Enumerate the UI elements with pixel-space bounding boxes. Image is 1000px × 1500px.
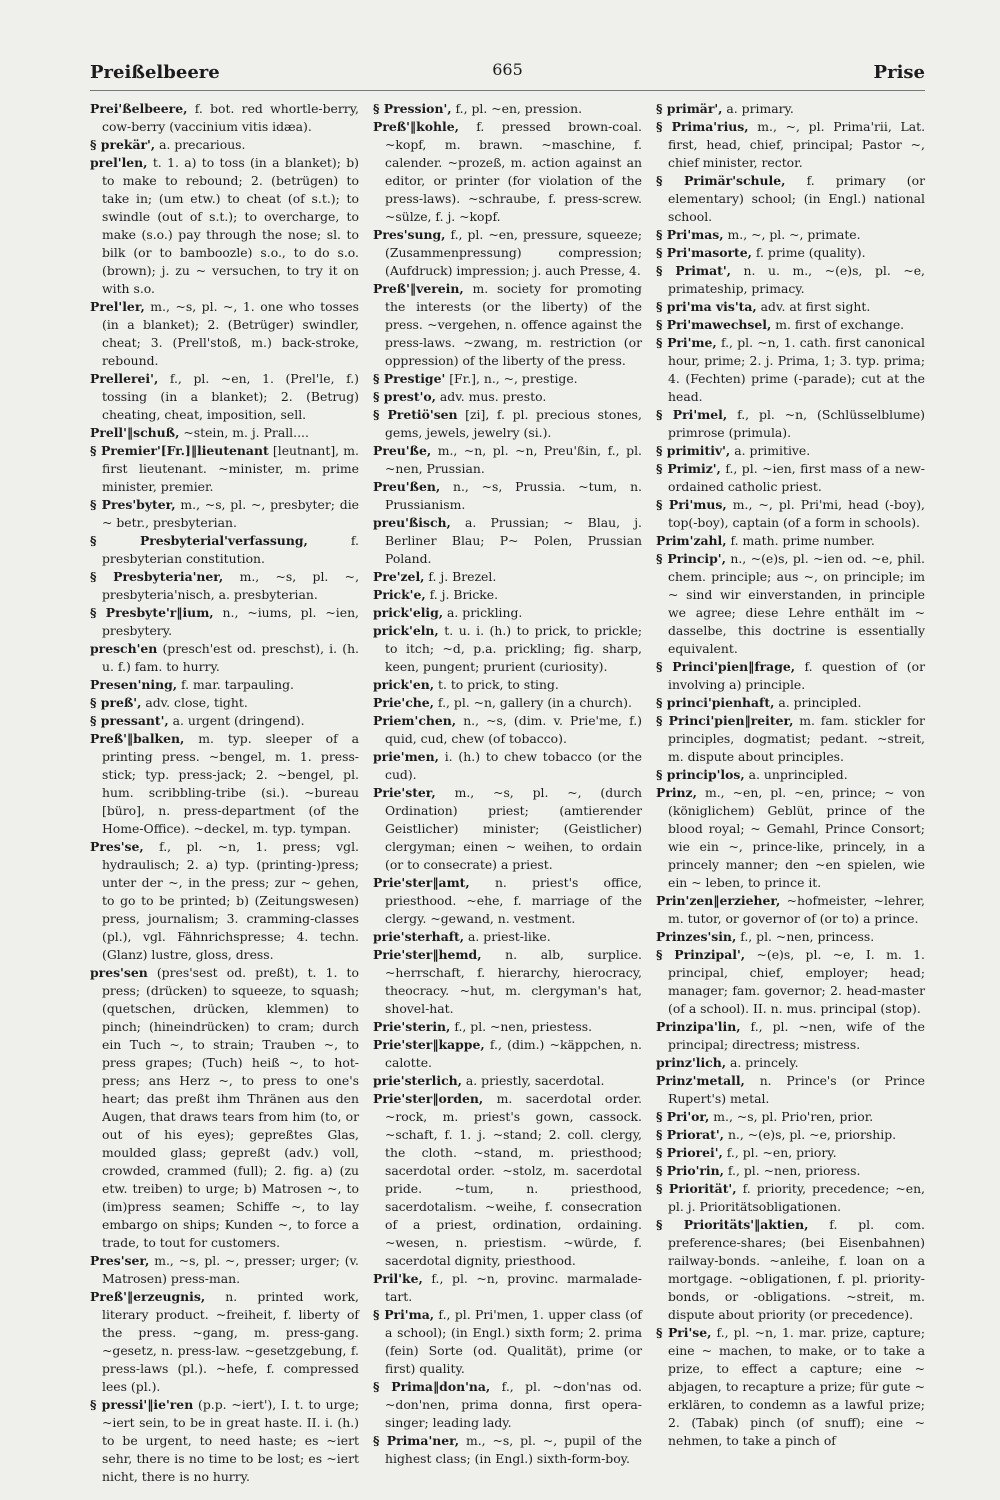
entry-headword: Prie'sterin, xyxy=(373,1019,451,1034)
entry-definition: m., ~s, pl. ~, (durch Ordination) priest; (amtierender Geistlicher) minister; (Geistlicher) clergyman; einen ~ weihen, to ordain (or to consecrate) a priest. xyxy=(385,785,642,872)
entry-definition: f., pl. ~nen, princess. xyxy=(736,929,875,944)
entry-headword: § Pri'se, xyxy=(656,1325,712,1340)
entry-definition: a. urgent (dringend). xyxy=(168,713,305,728)
entry-definition: f. question of (or involving a) principle. xyxy=(668,659,926,692)
entry-definition: f., pl. ~nen, wife of the principal; directress; mistress. xyxy=(668,1019,925,1052)
dictionary-entry xyxy=(373,748,642,784)
entry-definition: f. j. Bricke. xyxy=(425,587,499,602)
dictionary-entry xyxy=(373,226,642,280)
header-rule xyxy=(90,90,925,91)
entry-headword: § Pri'or, xyxy=(656,1109,710,1124)
entry-definition: m. first of exchange. xyxy=(771,317,905,332)
dictionary-entry xyxy=(90,838,359,964)
dictionary-entry xyxy=(373,1432,642,1468)
entry-headword: § Priorat', xyxy=(656,1127,724,1142)
entry-definition: f. pl. com. preference-shares; (bei Eisenbahnen) railway-bonds. ~anleihe, f. loan on a mortgage. ~obligationen, f. pl. priority-bonds, or -obligations. ~streit, m. dispute about priority (or precedence). xyxy=(668,1217,925,1322)
entry-definition: a. Prussian; ~ Blau, j. Berliner Blau; P~ Polen, Prussian Poland. xyxy=(385,515,642,566)
entry-definition: m. society for promoting the interests (or the liberty) of the press. ~vergehen, n. offence against the press-laws. ~zwang, m. restriction (or oppression) of the liberty of the press. xyxy=(385,281,642,368)
dictionary-entry xyxy=(90,370,359,424)
entry-headword: § Princip', xyxy=(656,551,726,566)
entry-headword: § Prinzipal', xyxy=(656,947,746,962)
dictionary-entry xyxy=(373,1018,642,1036)
column-left xyxy=(90,100,360,1484)
entry-definition: a. priest-like. xyxy=(464,929,551,944)
dictionary-entry xyxy=(90,568,359,604)
entry-definition: a. princely. xyxy=(726,1055,799,1070)
entry-headword: § pressi'‖ie'ren xyxy=(90,1397,194,1412)
dictionary-entry xyxy=(656,118,925,172)
dictionary-entry xyxy=(373,946,642,1018)
dictionary-entry xyxy=(656,1018,925,1054)
entry-definition: f., (dim.) ~käppchen, n. calotte. xyxy=(385,1037,642,1070)
dictionary-entry xyxy=(656,928,925,946)
dictionary-entry xyxy=(373,478,642,514)
entry-headword: § Pri'me, xyxy=(656,335,717,350)
entry-headword: § Premier'[Fr.]‖lieutenant xyxy=(90,443,269,458)
dictionary-entry xyxy=(656,1216,925,1324)
dictionary-entry xyxy=(90,442,359,496)
entry-headword: § Primat', xyxy=(656,263,731,278)
entry-headword: § Priorität', xyxy=(656,1181,737,1196)
entry-headword: prick'eln, xyxy=(373,623,439,638)
dictionary-entry xyxy=(373,586,642,604)
dictionary-entry xyxy=(656,460,925,496)
entry-headword: § Priorei', xyxy=(656,1145,723,1160)
entry-definition: ~(e)s, pl. ~e, I. m. 1. principal, chief, employer; head; manager; fam. governor; 2. head-master (of a school). II. n. mus. principal (stop). xyxy=(668,947,925,1016)
dictionary-entry xyxy=(90,100,359,136)
dictionary-entry xyxy=(656,298,925,316)
entry-headword: § Pri'ma, xyxy=(373,1307,435,1322)
entry-headword: § Pression', xyxy=(373,101,452,116)
entry-definition: f., pl. ~ien, first mass of a new-ordained catholic priest. xyxy=(668,461,925,494)
entry-headword: Preß'‖erzeugnis, xyxy=(90,1289,206,1304)
entry-headword: prel'len, xyxy=(90,155,148,170)
entry-definition: [zi], f. pl. precious stones, gems, jewels, jewelry (si.). xyxy=(385,407,642,440)
dictionary-entry xyxy=(90,1252,359,1288)
dictionary-entry xyxy=(373,622,642,676)
dictionary-entry xyxy=(373,712,642,748)
entry-definition: f., pl. ~en, pression. xyxy=(451,101,583,116)
entry-headword: § primär', xyxy=(656,101,723,116)
dictionary-entry xyxy=(90,712,359,730)
entry-definition: n. u. m., ~(e)s, pl. ~e, primateship, primacy. xyxy=(668,263,925,296)
entry-headword: § Pretiö'sen xyxy=(373,407,458,422)
dictionary-entry xyxy=(373,928,642,946)
entry-definition: m., ~en, pl. ~en, prince; ~ von (königlichem) Geblüt, prince of the blood royal; ~ Gemahl, Prince Consort; wie ein ~, prince-like, princely, in a princely manner; den ~en spielen, wie ein ~ leben, to prince it. xyxy=(668,785,925,890)
entry-headword: prie'sterlich, xyxy=(373,1073,462,1088)
entry-headword: § Pri'mas, xyxy=(656,227,724,242)
entry-definition: n., ~(e)s, pl. ~e, priorship. xyxy=(724,1127,897,1142)
entry-definition: n., ~s, (dim. v. Prie'me, f.) quid, cud, chew (of tobacco). xyxy=(385,713,642,746)
entry-definition: m., ~n, pl. ~n, Preu'ßin, f., pl. ~nen, Prussian. xyxy=(385,443,642,476)
entry-definition: f. bot. red whortle-berry, cow-berry (vaccinium vitis idæa). xyxy=(102,101,359,134)
entry-definition: (pres'sest od. preßt), t. 1. to press; (drücken) to squeeze, to squash; (quetschen, drücken, klemmen) to pinch; (hineindrücken) to cram; durch ein Tuch ~, to strain; Trauben ~, to press grapes; (Tuch) heiß ~, to hot-press; ans Herz ~, to press to one's heart; das preßt ihm Thränen aus den Augen, that draws tears from him (to, or out of his eyes); gepreßtes Glas, moulded glass; gepreßt (adv.) voll, crowded, crammed (full); 2. fig. a) (zu etw. treiben) to urge; b) Matrosen ~, to (im)press seamen; Schiffe ~, to lay embargo on ships; Kunden ~, to force a trade, to tout for customers. xyxy=(102,965,359,1250)
entry-headword: Prick'e, xyxy=(373,587,426,602)
dictionary-entry xyxy=(373,406,642,442)
entry-definition: f., pl. ~en, 1. (Prel'le, f.) tossing (in a blanket); 2. (Betrug) cheating, cheat, imposition, sell. xyxy=(102,371,359,422)
dictionary-entry xyxy=(90,532,359,568)
dictionary-entry xyxy=(656,1180,925,1216)
dictionary-entry xyxy=(90,298,359,370)
dictionary-entry xyxy=(656,658,925,694)
dictionary-entry xyxy=(656,496,925,532)
dictionary-entry xyxy=(373,784,642,874)
dictionary-entry xyxy=(656,1126,925,1144)
dictionary-entry xyxy=(373,1036,642,1072)
entry-definition: f. math. prime number. xyxy=(726,533,875,548)
entry-headword: § Princi'pien‖reiter, xyxy=(656,713,794,728)
entry-headword: § Pri'masorte, xyxy=(656,245,752,260)
dictionary-entry xyxy=(90,1396,359,1486)
entry-definition: a. prickling. xyxy=(443,605,523,620)
entry-definition: m., ~, pl. Prima'rii, Lat. first, head, chief, principal; Pastor ~, chief minister, rector. xyxy=(668,119,926,170)
dictionary-entry xyxy=(373,118,642,226)
entry-headword: Prim'zahl, xyxy=(656,533,727,548)
entry-headword: pres'sen xyxy=(90,965,148,980)
entry-definition: ~hofmeister, ~lehrer, m. tutor, or governor of (or to) a prince. xyxy=(668,893,925,926)
entry-definition: t. 1. a) to toss (in a blanket); b) to make to rebound; 2. (betrügen) to take in; (um etw.) to cheat (of s.t.); to swindle (out of s.t.); to overcharge, to make (s.o.) pay through the nose; sl. to bilk (or to bamboozle) s.o., to do s.o. (brown); j. zu ~ versuchen, to try it on with s.o. xyxy=(102,155,359,296)
entry-definition: a. unprincipled. xyxy=(744,767,848,782)
entry-definition: m., ~s, pl. ~, 1. one who tosses (in a blanket); 2. (Betrüger) swindler, cheat; 3. (Prell'stoß, m.) back-stroke, rebound. xyxy=(102,299,359,368)
dictionary-entry xyxy=(656,244,925,262)
entry-definition: adv. at first sight. xyxy=(756,299,871,314)
entry-headword: § Prestige' xyxy=(373,371,446,386)
dictionary-entry xyxy=(373,280,642,370)
entry-definition: f., pl. ~n, 1. mar. prize, capture; eine ~ machen, to make, or to take a prize, to effect a capture; eine ~ abjagen, to recapture a prize; für gute ~ erklären, to condemn as a lawful prize; 2. (Tabak) pinch (of snuff); eine ~ nehmen, to take a pinch of xyxy=(668,1325,925,1448)
dictionary-entry xyxy=(373,1378,642,1432)
entry-definition: f. prime (quality). xyxy=(751,245,866,260)
entry-definition: n. priest's office, priesthood. ~ehe, f. marriage of the clergy. ~gewand, n. vestment. xyxy=(385,875,642,926)
entry-headword: Prell'‖schuß, xyxy=(90,425,180,440)
entry-headword: § primitiv', xyxy=(656,443,731,458)
entry-definition: f., pl. Pri'men, 1. upper class (of a school); (in Engl.) sixth form; 2. prima (fein) Sorte (od. Qualität), prime (or first) quality. xyxy=(385,1307,642,1376)
entry-definition: (p.p. ~iert'), I. t. to urge; ~iert sein, to be in great haste. II. i. (h.) to be urgent, to need haste; es ~iert sehr, there is no time to be lost; es ~iert nicht, there is no hurry. xyxy=(102,1397,359,1484)
entry-headword: Prie'che, xyxy=(373,695,434,710)
dictionary-entry xyxy=(656,532,925,550)
entry-definition: m. typ. sleeper of a printing press. ~bengel, m. 1. press-stick; typ. press-jack; 2. ~bengel, pl. hum. scribbling-tribe (si.). ~bureau [büro], n. press-department (of the Home-Office). ~deckel, m. typ. tympan. xyxy=(102,731,359,836)
dictionary-entry xyxy=(90,694,359,712)
running-head-right: Prise xyxy=(873,62,925,83)
dictionary-entry xyxy=(656,334,925,406)
entry-headword: Prie'ster‖amt, xyxy=(373,875,470,890)
entry-definition: f. pressed brown-coal. ~kopf, m. brawn. ~maschine, f. calender. ~prozeß, m. action against an editor, or printer (for violation of the press-laws). ~schraube, f. press-screw. ~sülze, f. j. ~kopf. xyxy=(385,119,642,224)
entry-headword: § Presbyteria'ner, xyxy=(90,569,224,584)
dictionary-entry xyxy=(90,964,359,1252)
entry-headword: § Prima'ner, xyxy=(373,1433,460,1448)
entry-definition: f., pl. ~n, gallery (in a church). xyxy=(433,695,632,710)
entry-headword: § prest'o, xyxy=(373,389,436,404)
entry-definition: f., pl. ~en, pressure, squeeze; (Zusammenpressung) compression; (Aufdruck) impression; j. auch Presse, 4. xyxy=(385,227,642,278)
entry-definition: m. fam. stickler for principles, dogmatist; pedant. ~streit, m. dispute about principles. xyxy=(668,713,925,764)
entry-headword: Preß'‖verein, xyxy=(373,281,464,296)
entry-headword: Priem'chen, xyxy=(373,713,457,728)
dictionary-entry xyxy=(656,694,925,712)
entry-definition: f., pl. ~n, provinc. marmalade-tart. xyxy=(385,1271,642,1304)
dictionary-entry xyxy=(373,1306,642,1378)
entry-headword: § Pri'mus, xyxy=(656,497,727,512)
entry-definition: a. principled. xyxy=(774,695,862,710)
entry-headword: Preu'ße, xyxy=(373,443,432,458)
entry-headword: § princi'pienhaft, xyxy=(656,695,775,710)
entry-headword: Preu'ßen, xyxy=(373,479,441,494)
entry-headword: prie'men, xyxy=(373,749,439,764)
entry-headword: § Pri'mawechsel, xyxy=(656,317,772,332)
entry-headword: prie'sterhaft, xyxy=(373,929,465,944)
dictionary-entry xyxy=(656,442,925,460)
entry-definition: n. alb, surplice. ~herrschaft, f. hierarchy, hierocracy, theocracy. ~hut, m. clergyman's hat, shovel-hat. xyxy=(385,947,642,1016)
entry-headword: Pre'zel, xyxy=(373,569,425,584)
entry-definition: f., pl. ~don'nas od. ~don'nen, prima donna, first opera-singer; leading lady. xyxy=(385,1379,642,1430)
dictionary-entry xyxy=(90,496,359,532)
entry-headword: Prel'ler, xyxy=(90,299,145,314)
entry-headword: prick'elig, xyxy=(373,605,444,620)
dictionary-entry xyxy=(656,766,925,784)
dictionary-entry xyxy=(90,424,359,442)
dictionary-entry xyxy=(656,406,925,442)
entry-definition: a. primitive. xyxy=(730,443,811,458)
dictionary-entry xyxy=(373,514,642,568)
dictionary-entry xyxy=(656,1162,925,1180)
dictionary-entry xyxy=(373,388,642,406)
entry-headword: Presen'ning, xyxy=(90,677,178,692)
entry-headword: § prekär', xyxy=(90,137,156,152)
entry-headword: § Prima‖don'na, xyxy=(373,1379,491,1394)
entry-headword: § Prima'rius, xyxy=(656,119,749,134)
entry-headword: Preß'‖kohle, xyxy=(373,119,459,134)
entry-definition: a. priestly, sacerdotal. xyxy=(461,1073,605,1088)
entry-definition: n., ~s, Prussia. ~tum, n. Prussianism. xyxy=(385,479,642,512)
entry-definition: adv. close, tight. xyxy=(141,695,248,710)
entry-headword: § princip'los, xyxy=(656,767,745,782)
entry-definition: f., pl. ~en, priory. xyxy=(722,1145,837,1160)
dictionary-entry xyxy=(90,154,359,298)
dictionary-entry xyxy=(373,874,642,928)
dictionary-entry xyxy=(656,226,925,244)
entry-headword: § Prioritäts'‖aktien, xyxy=(656,1217,809,1232)
entry-definition: m., ~s, pl. ~, presbyter; die ~ betr., presbyterian. xyxy=(102,497,359,530)
dictionary-entry xyxy=(656,316,925,334)
entry-headword: Prei'ßelbeere, xyxy=(90,101,188,116)
entry-definition: m., ~s, pl. ~, presser; urger; (v. Matrosen) press-man. xyxy=(102,1253,359,1286)
entry-headword: § Presbyte'r‖ium, xyxy=(90,605,214,620)
entry-definition: (presch'est od. preschst), i. (h. u. f.) fam. to hurry. xyxy=(102,641,359,674)
entry-headword: § Primiz', xyxy=(656,461,721,476)
column-right xyxy=(656,100,926,1448)
entry-definition: adv. mus. presto. xyxy=(435,389,547,404)
dictionary-entry xyxy=(656,712,925,766)
entry-headword: Prie'ster‖hemd, xyxy=(373,947,482,962)
dictionary-entry xyxy=(373,568,642,586)
entry-headword: Prie'ster‖kappe, xyxy=(373,1037,485,1052)
dictionary-entry xyxy=(90,640,359,676)
dictionary-entry xyxy=(90,136,359,154)
dictionary-entry xyxy=(90,676,359,694)
entry-headword: Prinz, xyxy=(656,785,697,800)
entry-definition: m., ~s, pl. ~, pupil of the highest class; (in Engl.) sixth-form-boy. xyxy=(385,1433,642,1466)
dictionary-entry xyxy=(373,442,642,478)
entry-headword: prick'en, xyxy=(373,677,435,692)
entry-definition: m., ~, pl. ~, primate. xyxy=(723,227,861,242)
dictionary-entry xyxy=(373,1270,642,1306)
dictionary-entry xyxy=(656,1054,925,1072)
entry-headword: Pres'ser, xyxy=(90,1253,150,1268)
entry-definition: f. primary (or elementary) school; (in Engl.) national school. xyxy=(668,173,925,224)
entry-headword: Prinzes'sin, xyxy=(656,929,737,944)
entry-headword: § preß', xyxy=(90,695,142,710)
dictionary-entry xyxy=(656,550,925,658)
page-header xyxy=(90,50,925,90)
entry-definition: n. printed work, literary product. ~freiheit, f. liberty of the press. ~gang, m. press-gang. ~gesetz, n. press-law. ~gesetzgebung, f. press-laws (pl.). ~hefe, f. compressed lees (pl.). xyxy=(102,1289,359,1394)
entry-headword: presch'en xyxy=(90,641,158,656)
dictionary-entry xyxy=(373,604,642,622)
entry-headword: Pres'se, xyxy=(90,839,144,854)
entry-headword: Preß'‖balken, xyxy=(90,731,185,746)
entry-definition: [leutnant], m. first lieutenant. ~minister, m. prime minister, premier. xyxy=(102,443,359,494)
entry-definition: f., pl. ~n, 1. cath. first canonical hour, prime; 2. j. Prima, 1; 3. typ. prima; 4. (Fechten) prime (-parade); cut at the head. xyxy=(668,335,925,404)
column-middle xyxy=(373,100,642,1466)
running-head-left: Preißelbeere xyxy=(90,62,220,83)
entry-headword: prinz'lich, xyxy=(656,1055,727,1070)
entry-definition: m., ~, pl. Pri'mi, head (-boy), top(-boy), captain (of a form in schools). xyxy=(668,497,925,530)
entry-headword: § Princi'pien‖frage, xyxy=(656,659,796,674)
entry-definition: f., pl. ~n, (Schlüsselblume) primrose (primula). xyxy=(668,407,926,440)
entry-headword: § Primär'schule, xyxy=(656,173,786,188)
entry-definition: n. Prince's (or Prince Rupert's) metal. xyxy=(668,1073,925,1106)
entry-definition: f. priority, precedence; ~en, pl. j. Prioritätsobligationen. xyxy=(668,1181,925,1214)
entry-definition: f., pl. ~nen, priestess. xyxy=(450,1019,593,1034)
entry-headword: § pri'ma vis'ta, xyxy=(656,299,757,314)
entry-definition: f., pl. ~n, 1. press; vgl. hydraulisch; 2. a) typ. (printing-)press; unter der ~, in the press; zur ~ gehen, to go to be printed; b) (Zeitungswesen) press, journalism; 3. cramming-classes (pl.), vgl. Fähnrichspresse; 4. techn. (Glanz) lustre, gloss, dress. xyxy=(102,839,359,962)
entry-headword: Pril'ke, xyxy=(373,1271,423,1286)
entry-headword: Prin'zen‖erzieher, xyxy=(656,893,781,908)
entry-headword: § Pres'byter, xyxy=(90,497,176,512)
dictionary-entry xyxy=(373,370,642,388)
dictionary-entry xyxy=(656,784,925,892)
dictionary-entry xyxy=(90,730,359,838)
entry-definition: m., ~s, pl. ~, presbyteria'nisch, a. presbyterian. xyxy=(102,569,360,602)
entry-headword: § pressant', xyxy=(90,713,169,728)
dictionary-entry xyxy=(373,694,642,712)
entry-headword: Prie'ster, xyxy=(373,785,436,800)
entry-headword: § Pri'mel, xyxy=(656,407,728,422)
entry-headword: preu'ßisch, xyxy=(373,515,451,530)
entry-headword: § Presbyterial'verfassung, xyxy=(90,533,308,548)
dictionary-entry xyxy=(656,100,925,118)
entry-definition: [Fr.], n., ~, prestige. xyxy=(445,371,578,386)
entry-definition: m., ~s, pl. Prio'ren, prior. xyxy=(709,1109,874,1124)
entry-definition: i. (h.) to chew tobacco (or the cud). xyxy=(385,749,642,782)
entry-headword: Prinzipa'lin, xyxy=(656,1019,741,1034)
dictionary-entry xyxy=(373,100,642,118)
entry-definition: a. primary. xyxy=(722,101,794,116)
entry-definition: f., pl. ~nen, prioress. xyxy=(723,1163,861,1178)
entry-headword: Prellerei', xyxy=(90,371,159,386)
entry-headword: § Prio'rin, xyxy=(656,1163,724,1178)
entry-definition: n., ~iums, pl. ~ien, presbytery. xyxy=(102,605,360,638)
dictionary-entry xyxy=(373,1072,642,1090)
page-number: 665 xyxy=(492,60,523,79)
dictionary-entry xyxy=(656,1072,925,1108)
entry-headword: Pres'sung, xyxy=(373,227,446,242)
dictionary-entry xyxy=(656,1108,925,1126)
entry-definition: t. to prick, to sting. xyxy=(434,677,559,692)
dictionary-entry xyxy=(656,892,925,928)
entry-definition: f. presbyterian constitution. xyxy=(102,533,359,566)
dictionary-entry xyxy=(656,1144,925,1162)
dictionary-entry xyxy=(373,676,642,694)
dictionary-entry xyxy=(656,1324,925,1450)
entry-definition: n., ~(e)s, pl. ~ien od. ~e, phil. chem. principle; aus ~, on principle; im ~ sind wir einverstanden, in principle we agree; diese Lehre enthält im ~ dasselbe, this doctrine is essentially equivalent. xyxy=(668,551,925,656)
dictionary-entry xyxy=(373,1090,642,1270)
dictionary-entry xyxy=(656,262,925,298)
entry-definition: ~stein, m. j. Prall.... xyxy=(179,425,309,440)
entry-definition: f. mar. tarpauling. xyxy=(177,677,294,692)
entry-definition: m. sacerdotal order. ~rock, m. priest's gown, cassock. ~schaft, f. 1. j. ~stand; 2. coll. clergy, the cloth. ~stand, m. priesthood; sacerdotal order. ~stolz, m. sacerdotal pride. ~tum, n. priesthood, sacerdotalism. ~weihe, f. consecration of a priest, ordination, ordaining. ~wesen, n. priestism. ~würde, f. sacerdotal dignity, priesthood. xyxy=(385,1091,642,1268)
dictionary-columns xyxy=(90,100,926,1484)
dictionary-entry xyxy=(656,946,925,1018)
dictionary-entry xyxy=(656,172,925,226)
entry-headword: Prinz'metall, xyxy=(656,1073,745,1088)
entry-headword: Prie'ster‖orden, xyxy=(373,1091,484,1106)
entry-definition: f. j. Brezel. xyxy=(424,569,497,584)
dictionary-entry xyxy=(90,604,359,640)
entry-definition: a. precarious. xyxy=(155,137,246,152)
dictionary-entry xyxy=(90,1288,359,1396)
entry-definition: t. u. i. (h.) to prick, to prickle; to itch; ~d, p.a. prickling; fig. sharp, keen, pungent; prurient (curiosity). xyxy=(385,623,642,674)
